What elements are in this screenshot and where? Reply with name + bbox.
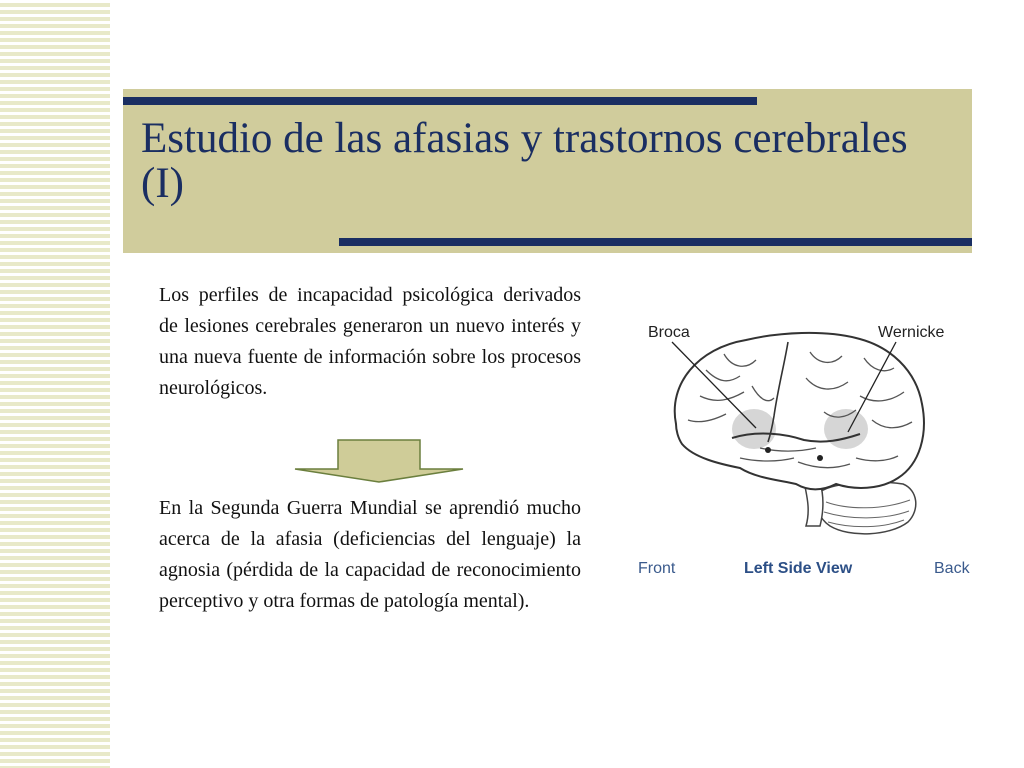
label-broca: Broca [648,324,690,341]
brain-icon [628,312,978,586]
label-back: Back [934,560,970,577]
title-rule-bottom [339,238,972,246]
label-left-side-view: Left Side View [744,560,853,577]
title-rule-top [123,97,757,105]
decorative-stripes [0,0,110,768]
brain-figure [628,312,978,586]
down-arrow-icon [293,439,465,483]
paragraph-2: En la Segunda Guerra Mundial se aprendió mucho acerca de la afasia (deficiencias del lenguaje) la agnosia (pérdida de la capacidad de reconocimiento perceptivo y otra formas de patología mental). [159,497,581,612]
label-front: Front [638,560,676,577]
paragraph-1: Los perfiles de incapacidad psicológica derivados de lesiones cerebrales generaron un nuevo interés y una nueva fuente de información sobre los procesos neurológicos. [159,284,581,399]
label-wernicke: Wernicke [878,324,945,341]
slide-title: Estudio de las afasias y trastornos cerebrales (I) [141,115,908,207]
